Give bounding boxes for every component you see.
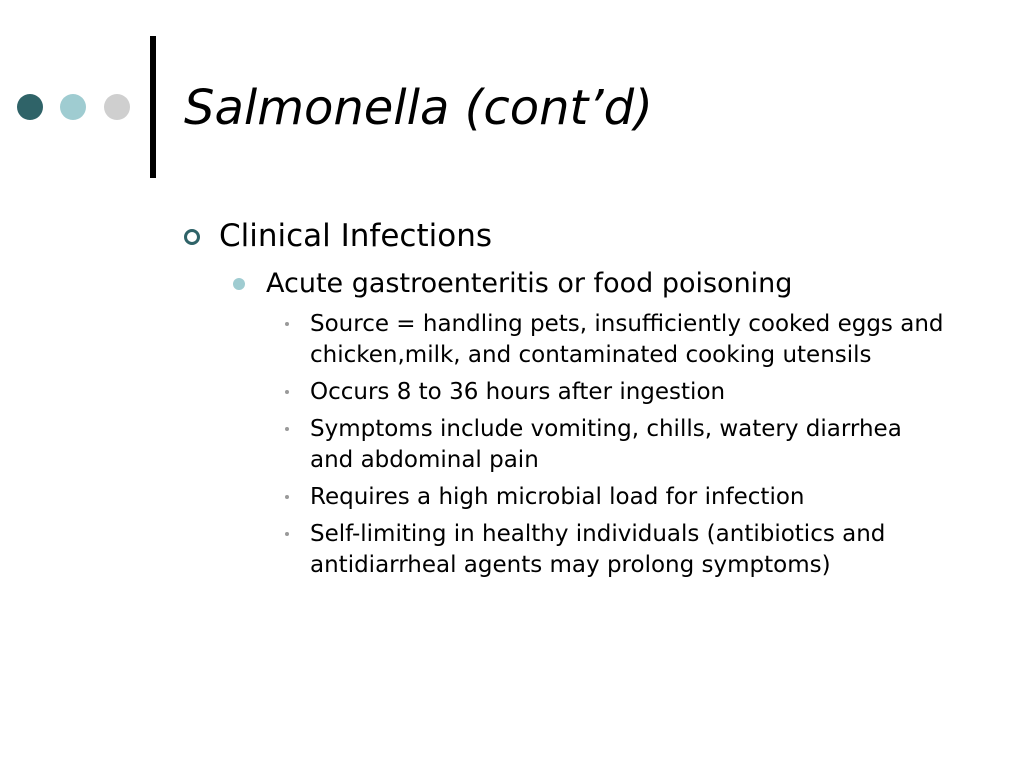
list-item — [284, 377, 944, 408]
list-item — [284, 482, 944, 513]
decorative-dot-gray — [104, 94, 130, 120]
list-item — [284, 519, 944, 581]
bullet-text: Self-limiting in healthy individuals (antibiotics and antidiarrheal agents may prolong symptoms) — [310, 521, 886, 578]
list-item — [284, 414, 944, 476]
bullet-level3-list — [284, 309, 944, 587]
bullet-text: Requires a high microbial load for infection — [310, 484, 805, 510]
dot-bullet-icon — [285, 495, 289, 499]
bullet-text: Source = handling pets, insufficiently cooked eggs and chicken,milk, and contaminated cooking utensils — [310, 311, 944, 368]
hollow-circle-bullet-icon — [184, 229, 200, 245]
bullet-text: Occurs 8 to 36 hours after ingestion — [310, 379, 726, 405]
list-item — [284, 309, 944, 371]
decorative-dot-dark — [17, 94, 43, 120]
title-divider — [150, 36, 156, 178]
bullet-level1: Clinical Infections — [219, 218, 492, 254]
dot-bullet-icon — [285, 427, 289, 431]
dot-bullet-icon — [285, 322, 289, 326]
dot-bullet-icon — [285, 390, 289, 394]
decorative-dot-light — [60, 94, 86, 120]
slide-title: Salmonella (cont’d) — [184, 80, 653, 136]
dot-bullet-icon — [285, 532, 289, 536]
filled-circle-bullet-icon — [233, 278, 245, 290]
bullet-text: Symptoms include vomiting, chills, watery diarrhea and abdominal pain — [310, 416, 902, 473]
bullet-level2: Acute gastroenteritis or food poisoning — [266, 268, 793, 299]
